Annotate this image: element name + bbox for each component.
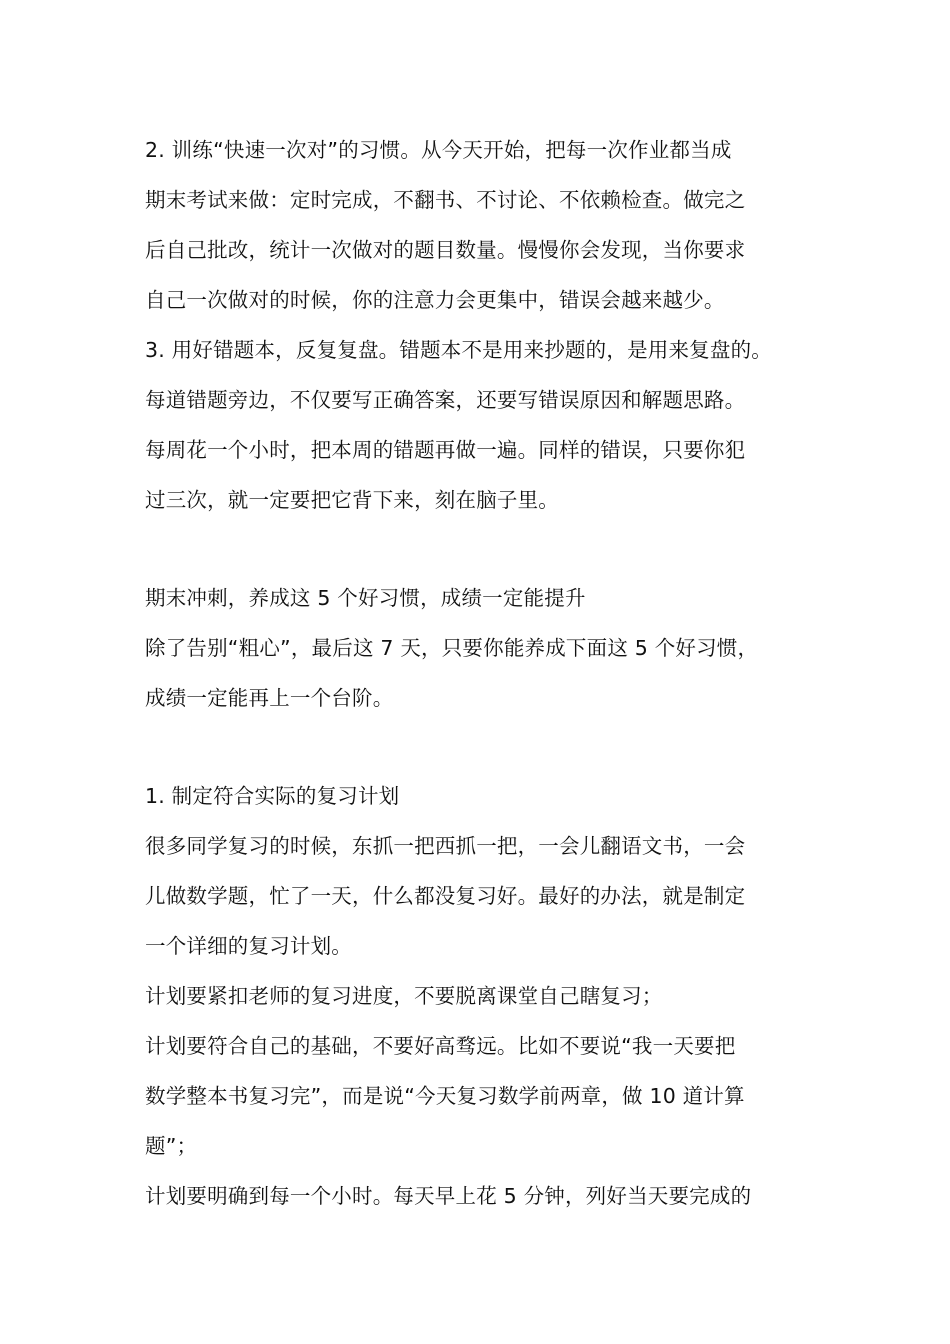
text-line: 很多同学复习的时候，东抓一把西抓一把，一会儿翻语文书，一会 xyxy=(145,834,746,858)
section-heading: 期末冲刺，养成这 5 个好习惯，成绩一定能提升 xyxy=(145,586,586,610)
text-line: 每周花一个小时，把本周的错题再做一遍。同样的错误，只要你犯 xyxy=(145,438,746,462)
text-line: 除了告别“粗心”，最后这 7 天，只要你能养成下面这 5 个好习惯， xyxy=(145,636,759,660)
text-line: 过三次，就一定要把它背下来，刻在脑子里。 xyxy=(145,488,559,512)
text-line: 3. 用好错题本，反复复盘。错题本不是用来抄题的，是用来复盘的。 xyxy=(145,338,772,362)
text-line: 计划要紧扣老师的复习进度，不要脱离课堂自己瞎复习； xyxy=(145,984,663,1008)
text-line: 数学整本书复习完”，而是说“今天复习数学前两章，做 10 道计算 xyxy=(145,1084,745,1108)
text-line: 期末考试来做：定时完成，不翻书、不讨论、不依赖检查。做完之 xyxy=(145,188,746,212)
text-line: 后自己批改，统计一次做对的题目数量。慢慢你会发现，当你要求 xyxy=(145,238,746,262)
text-line: 一个详细的复习计划。 xyxy=(145,934,352,958)
text-line: 题”； xyxy=(145,1134,198,1158)
text-line: 计划要符合自己的基础，不要好高骛远。比如不要说“我一天要把 xyxy=(145,1034,736,1058)
text-line: 自己一次做对的时候，你的注意力会更集中，错误会越来越少。 xyxy=(145,288,725,312)
subsection-heading: 1. 制定符合实际的复习计划 xyxy=(145,784,400,808)
text-line: 儿做数学题，忙了一天，什么都没复习好。最好的办法，就是制定 xyxy=(145,884,746,908)
text-line: 2. 训练“快速一次对”的习惯。从今天开始，把每一次作业都当成 xyxy=(145,138,732,162)
text-line: 每道错题旁边，不仅要写正确答案，还要写错误原因和解题思路。 xyxy=(145,388,746,412)
text-line: 计划要明确到每一个小时。每天早上花 5 分钟，列好当天要完成的 xyxy=(145,1184,752,1208)
text-line: 成绩一定能再上一个台阶。 xyxy=(145,686,394,710)
